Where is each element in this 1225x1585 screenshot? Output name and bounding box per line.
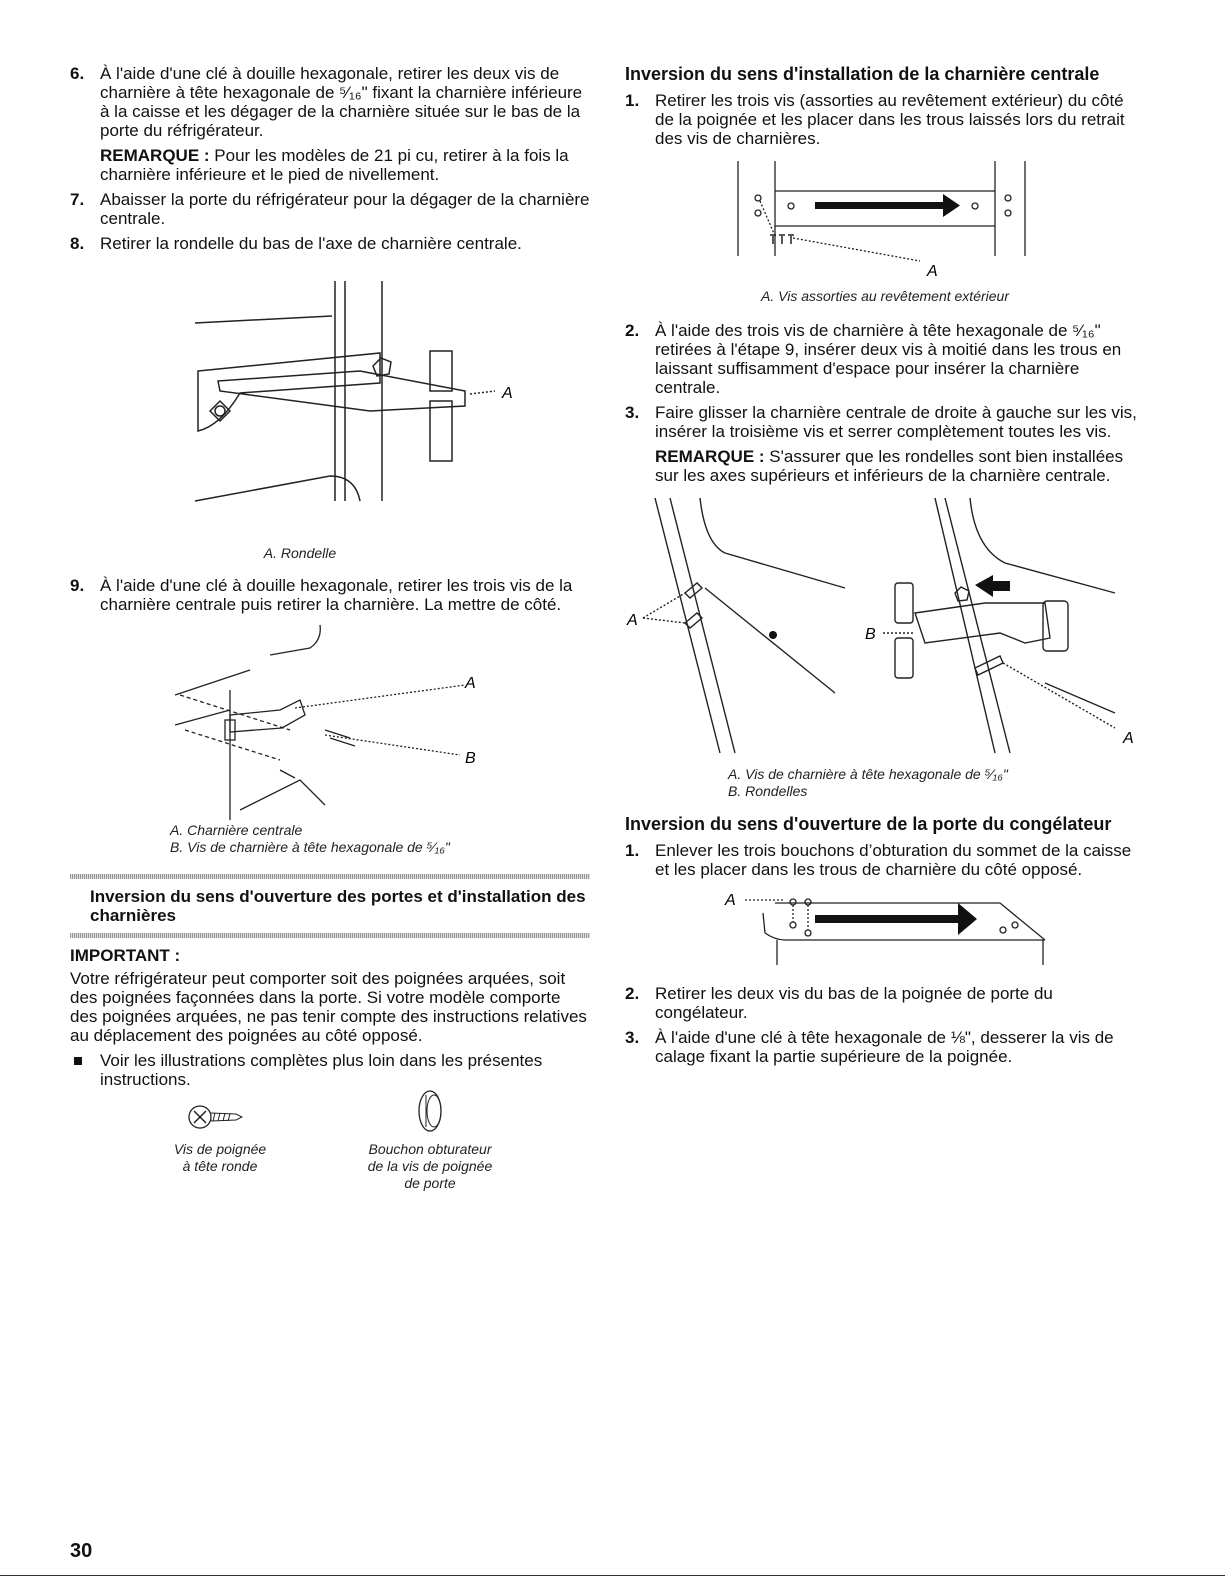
step-text: Enlever les trois bouchons d’obturation du sommet de la caisse et les placer dans les trous de charnière du côté opposé. [655, 841, 1132, 879]
section-box [70, 874, 590, 938]
step-number: 8. [70, 234, 85, 253]
hinge-washer-illustration [70, 271, 590, 541]
note-21-cu-ft [70, 146, 590, 184]
step-number: 1. [625, 841, 640, 860]
step-text: Retirer la rondelle du bas de l'axe de charnière centrale. [100, 234, 522, 253]
step-text: À l'aide d'une clé à douille hexagonale, retirer les deux vis de charnière à tête hexagonale de ⁵⁄₁₆" fixant la charnière inférieure à la caisse et les dégager de la charnière située sur le bas de la porte du réfrigérateur. [100, 64, 583, 140]
step-number: 1. [625, 91, 640, 110]
caption-line: Bouchon obturateur [368, 1141, 492, 1157]
note-text: Pour les modèles de 21 pi cu, retirer à la fois la charnière inférieure et le pied de nivellement. [100, 146, 569, 184]
label-a: A [465, 675, 476, 692]
step-number: 2. [625, 321, 640, 340]
bottom-rule [0, 1575, 1225, 1576]
step-text: À l'aide d'une clé à douille hexagonale, retirer les trois vis de la charnière centrale puis retirer la charnière. La mettre de côté. [100, 576, 573, 614]
step-number: 3. [625, 403, 640, 422]
plug-icon [400, 1085, 460, 1137]
freezer-step-1 [625, 841, 1145, 879]
caption-line: de la vis de poignée [367, 1158, 493, 1174]
freezer-step-3 [625, 1028, 1145, 1066]
step-number: 3. [625, 1028, 640, 1047]
label-a: A [927, 263, 938, 280]
screw-move-illustration [625, 156, 1145, 286]
parts-row [70, 1097, 590, 1217]
heading-central-hinge: Inversion du sens d'installation de la charnière centrale [625, 64, 1100, 84]
bullet-text: Voir les illustrations complètes plus loin dans les présentes instructions. [100, 1051, 543, 1089]
figure-hinge-install [625, 493, 1145, 758]
figure-washer [70, 271, 590, 541]
note-label: REMARQUE : [655, 447, 765, 466]
step-text: À l'aide d'une clé à tête hexagonale de ⅛", desserer la vis de calage fixant la partie supérieure de la poignée. [655, 1028, 1114, 1066]
step-number: 2. [625, 984, 640, 1003]
step-text: À l'aide des trois vis de charnière à tête hexagonale de ⁵⁄₁₆" retirées à l'étape 9, insérer deux vis à moitié dans les trous en laissant suffisamment d'espace pour insérer la charnière centrale. [655, 321, 1122, 397]
page-number: 30 [70, 1540, 93, 1562]
left-column [70, 64, 590, 1217]
heading-freezer-door: Inversion du sens d'ouverture de la porte du congélateur [625, 814, 1112, 834]
step-text: Abaisser la porte du réfrigérateur pour la dégager de la charnière centrale. [100, 190, 590, 228]
note-text: S'assurer que les rondelles sont bien installées sur les axes supérieurs et inférieurs de la charnière centrale. [655, 447, 1124, 485]
caption-rondelle: A. Rondelle [263, 545, 337, 561]
figure-screw-move [625, 156, 1145, 286]
figure-plug-move [625, 885, 1145, 970]
step-9 [70, 576, 590, 614]
important-text: Votre réfrigérateur peut comporter soit des poignées arquées, soit des poignées façonnées dans la porte. Si votre modèle comporte des poignées arquées, ne pas tenir compte des instructions relatives au déplacement des poignées au côté opposé. [70, 969, 587, 1045]
step-3 [625, 403, 1145, 441]
step-7 [70, 190, 590, 228]
screw-icon [180, 1097, 260, 1137]
figure-central-hinge [70, 620, 590, 820]
divider [70, 933, 590, 938]
step-text: Retirer les trois vis (assorties au revêtement extérieur) du côté de la poignée et les placer dans les trous laissés lors du retrait des vis de charnières. [655, 91, 1125, 148]
central-hinge-illustration [70, 620, 590, 820]
label-a: A [1123, 730, 1134, 747]
step-text: Retirer les deux vis du bas de la poignée de porte du congélateur. [655, 984, 1053, 1022]
section-heading: Inversion du sens d'ouverture des portes et d'installation des charnières [90, 887, 586, 925]
label-a: A [627, 612, 638, 629]
step-number: 9. [70, 576, 85, 595]
part-plug-button [330, 1085, 530, 1192]
caption-rondelles: B. Rondelles [728, 783, 808, 799]
step-text: Faire glisser la charnière centrale de droite à gauche sur les vis, insérer la troisième vis et serrer complètement toutes les vis. [655, 403, 1137, 441]
bullet-square [74, 1057, 82, 1065]
caption-vis-charniere: A. Vis de charnière à tête hexagonale de ⁵⁄₁₆" [728, 766, 1008, 782]
step-number: 6. [70, 64, 85, 83]
important-label: IMPORTANT : [70, 946, 181, 965]
part-round-head-screw [150, 1097, 290, 1175]
step-number: 7. [70, 190, 85, 209]
note-washers [625, 447, 1145, 485]
plug-move-illustration [625, 885, 1145, 970]
caption-line: Vis de poignée [173, 1141, 267, 1157]
right-column [625, 64, 1145, 1072]
step-1 [625, 91, 1145, 148]
step-8 [70, 234, 590, 253]
label-a: A [502, 385, 513, 402]
caption-charniere-centrale: A. Charnière centrale [170, 822, 303, 838]
caption-line: de porte [404, 1175, 456, 1191]
caption-vis-assorties: A. Vis assorties au revêtement extérieur [761, 288, 1009, 304]
step-2 [625, 321, 1145, 397]
label-b: B [465, 750, 476, 767]
hinge-install-illustration [625, 493, 1145, 758]
caption-line: à tête ronde [182, 1158, 258, 1174]
bullet-item [70, 1051, 590, 1089]
step-6 [70, 64, 590, 140]
label-b: B [865, 626, 876, 643]
caption-vis-charniere: B. Vis de charnière à tête hexagonale de ⁵⁄₁₆" [170, 839, 450, 855]
freezer-step-2 [625, 984, 1145, 1022]
note-label: REMARQUE : [100, 146, 210, 165]
label-a: A [725, 892, 736, 909]
